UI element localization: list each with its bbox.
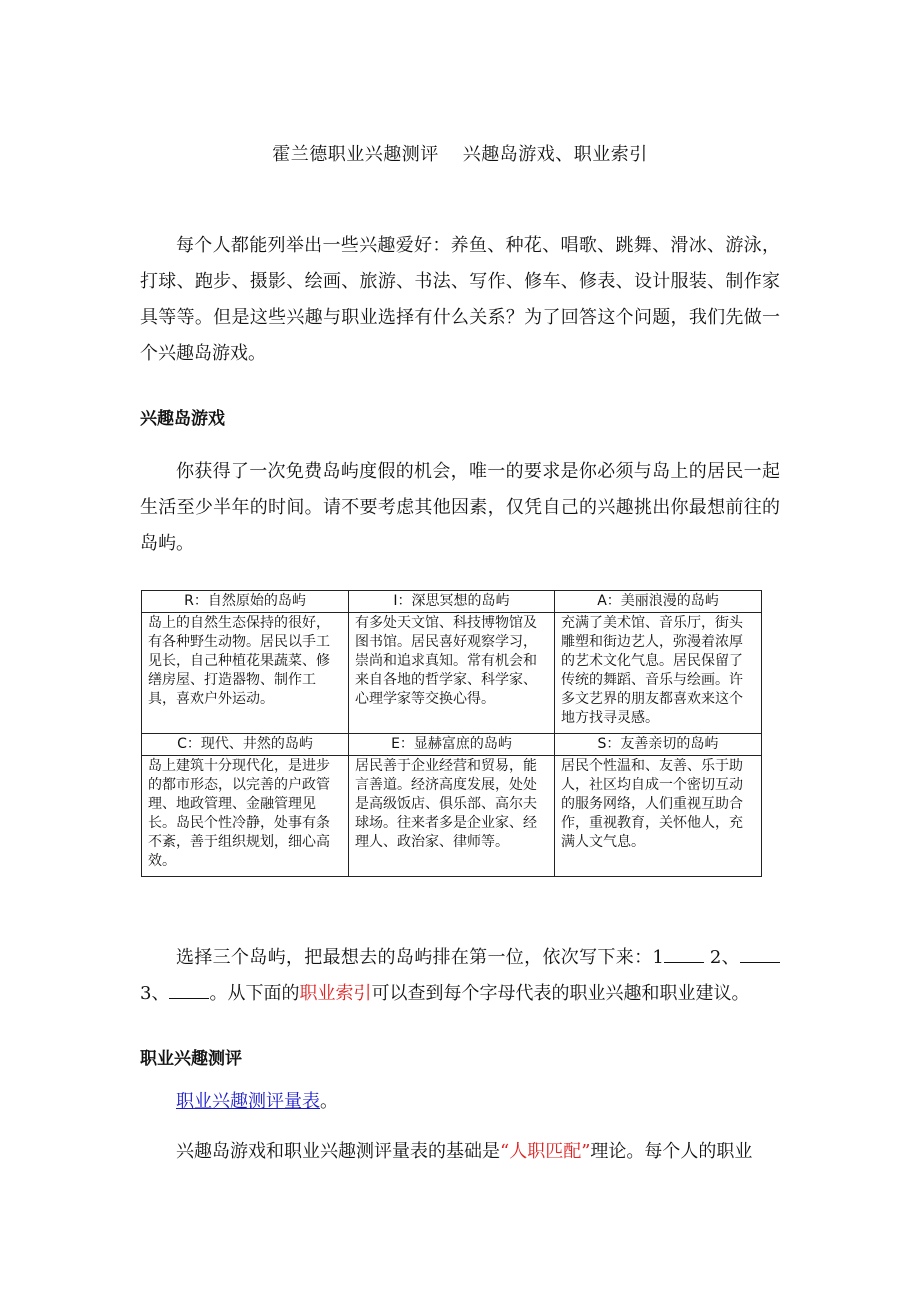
island-c-title: C：现代、井然的岛屿 <box>142 734 349 756</box>
link-suffix: 。 <box>320 1091 338 1112</box>
island-a-title: A：美丽浪漫的岛屿 <box>555 591 762 613</box>
island-s-description: 居民个性温和、友善、乐于助人，社区均自成一个密切互动的服务网络，人们重视互助合作，重视教育，关怀他人，充满人文气息。 <box>555 756 762 877</box>
intro-paragraph: 每个人都能列举出一些兴趣爱好：养鱼、种花、唱歌、跳舞、滑冰、游泳，打球、跑步、摄影、绘画、旅游、书法、写作、修车、修表、设计服装、制作家具等等。但是这些兴趣与职业选择有什么关系？为了回答这个问题，我们先做一个兴趣岛游戏。 <box>140 235 780 364</box>
person-job-match-term: “人职匹配” <box>500 1141 591 1162</box>
choose-islands-paragraph <box>140 940 780 1012</box>
island-game-paragraph: 你获得了一次免费岛屿度假的机会，唯一的要求是你必须与岛上的居民一起生活至少半年的时间。请不要考虑其他因素，仅凭自己的兴趣挑出你最想前往的岛屿。 <box>140 461 780 554</box>
island-a-description: 充满了美术馆、音乐厅，街头雕塑和街边艺人，弥漫着浓厚的艺术文化气息。居民保留了传统的舞蹈、音乐与绘画。许多文艺界的朋友都喜欢来这个地方找寻灵感。 <box>555 613 762 734</box>
document-title <box>0 140 920 166</box>
title-left: 霍兰德职业兴趣测评 <box>272 144 439 165</box>
island-e-description: 居民善于企业经营和贸易，能言善道。经济高度发展，处处是高级饭店、俱乐部、高尔夫球场。往来者多是企业家、经理人、政治家、律师等。 <box>349 756 555 877</box>
islands-table <box>141 590 762 877</box>
theory-text-1: 兴趣岛游戏和职业兴趣测评量表的基础是 <box>176 1141 500 1162</box>
career-test-scale-link[interactable]: 职业兴趣测评量表 <box>176 1091 320 1112</box>
answer-blank-3[interactable] <box>169 978 209 999</box>
island-i-title: I：深思冥想的岛屿 <box>349 591 555 613</box>
answer-blank-2[interactable] <box>740 942 780 963</box>
title-right: 兴趣岛游戏、职业索引 <box>462 144 648 165</box>
choose-text-3: 可以查到每个字母代表的职业兴趣和职业建议。 <box>371 983 750 1004</box>
theory-text-2: 理论。每个人的职业 <box>590 1141 753 1162</box>
choose-number-2: 2、 <box>703 947 740 968</box>
choose-number-3: 3、 <box>140 983 170 1004</box>
island-r-description: 岛上的自然生态保持的很好，有各种野生动物。居民以手工见长，自己种植花果蔬菜、修缮房屋、打造器物、制作工具，喜欢户外运动。 <box>142 613 349 734</box>
choose-number-1: 1 <box>652 947 664 968</box>
choose-text-2: 。从下面的 <box>209 983 300 1004</box>
island-i-description: 有多处天文馆、科技博物馆及图书馆。居民喜好观察学习，崇尚和追求真知。常有机会和来自各地的哲学家、科学家、心理学家等交换心得。 <box>349 613 555 734</box>
answer-blank-1[interactable] <box>664 942 704 963</box>
island-s-title: S：友善亲切的岛屿 <box>555 734 762 756</box>
island-c-description: 岛上建筑十分现代化，是进步的都市形态，以完善的户政管理、地政管理、金融管理见长。岛民个性冷静，处事有条不紊，善于组织规划，细心高效。 <box>142 756 349 877</box>
section-heading-island-game: 兴趣岛游戏 <box>140 409 225 429</box>
theory-paragraph <box>140 1134 780 1170</box>
scale-link-paragraph <box>140 1084 780 1120</box>
section-heading-career-test: 职业兴趣测评 <box>140 1049 242 1069</box>
island-r-title: R：自然原始的岛屿 <box>142 591 349 613</box>
island-e-title: E：显赫富庶的岛屿 <box>349 734 555 756</box>
choose-text-1: 选择三个岛屿，把最想去的岛屿排在第一位，依次写下来： <box>176 947 653 968</box>
career-index-reference[interactable]: 职业索引 <box>299 983 372 1004</box>
